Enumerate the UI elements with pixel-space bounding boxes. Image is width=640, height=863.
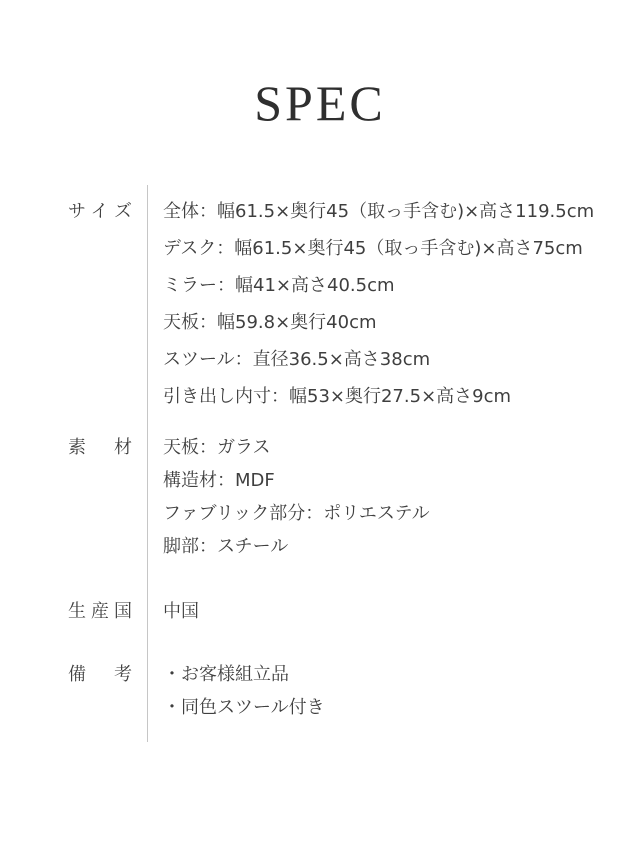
spec-line-top-board: 天板：幅59.8×奥行40cm	[163, 312, 377, 333]
spec-line-material-structure: 構造材：MDF	[163, 470, 275, 491]
spec-label-country	[68, 595, 147, 628]
spec-line-drawer: 引き出し内寸：幅53×奥行27.5×高さ9cm	[163, 386, 512, 407]
spec-values-material	[147, 431, 624, 595]
spec-line-desk: デスク：幅61.5×奥行45（取っ手含む)×高さ75cm	[163, 238, 583, 259]
spec-values-size	[147, 185, 624, 431]
spec-label-notes	[68, 658, 147, 691]
page-title: SPEC	[254, 75, 386, 131]
spec-line-country: 中国	[163, 601, 199, 622]
spec-line-material-fabric: ファブリック部分：ポリエステル	[163, 503, 430, 524]
spec-label-country-text: 生産国	[68, 601, 132, 622]
spec-label-material	[68, 431, 147, 464]
spec-line-material-legs: 脚部：スチール	[163, 536, 289, 557]
spec-label-size-text: サイズ	[68, 201, 132, 222]
spec-label-size	[68, 185, 147, 230]
spec-line-overall: 全体：幅61.5×奥行45（取っ手含む)×高さ119.5cm	[163, 201, 595, 222]
spec-values-country	[147, 595, 624, 658]
spec-values-notes	[147, 658, 624, 742]
spec-line-stool: スツール：直径36.5×高さ38cm	[163, 349, 431, 370]
spec-line-note-stool: ・同色スツール付き	[163, 697, 325, 718]
spec-label-notes-text: 備考	[68, 664, 132, 685]
spec-table	[68, 185, 624, 742]
spec-line-note-assembly: ・お客様組立品	[163, 664, 289, 685]
spec-label-material-text: 素材	[68, 437, 132, 458]
spec-line-material-top: 天板：ガラス	[163, 437, 271, 458]
spec-line-mirror: ミラー：幅41×高さ40.5cm	[163, 275, 395, 296]
